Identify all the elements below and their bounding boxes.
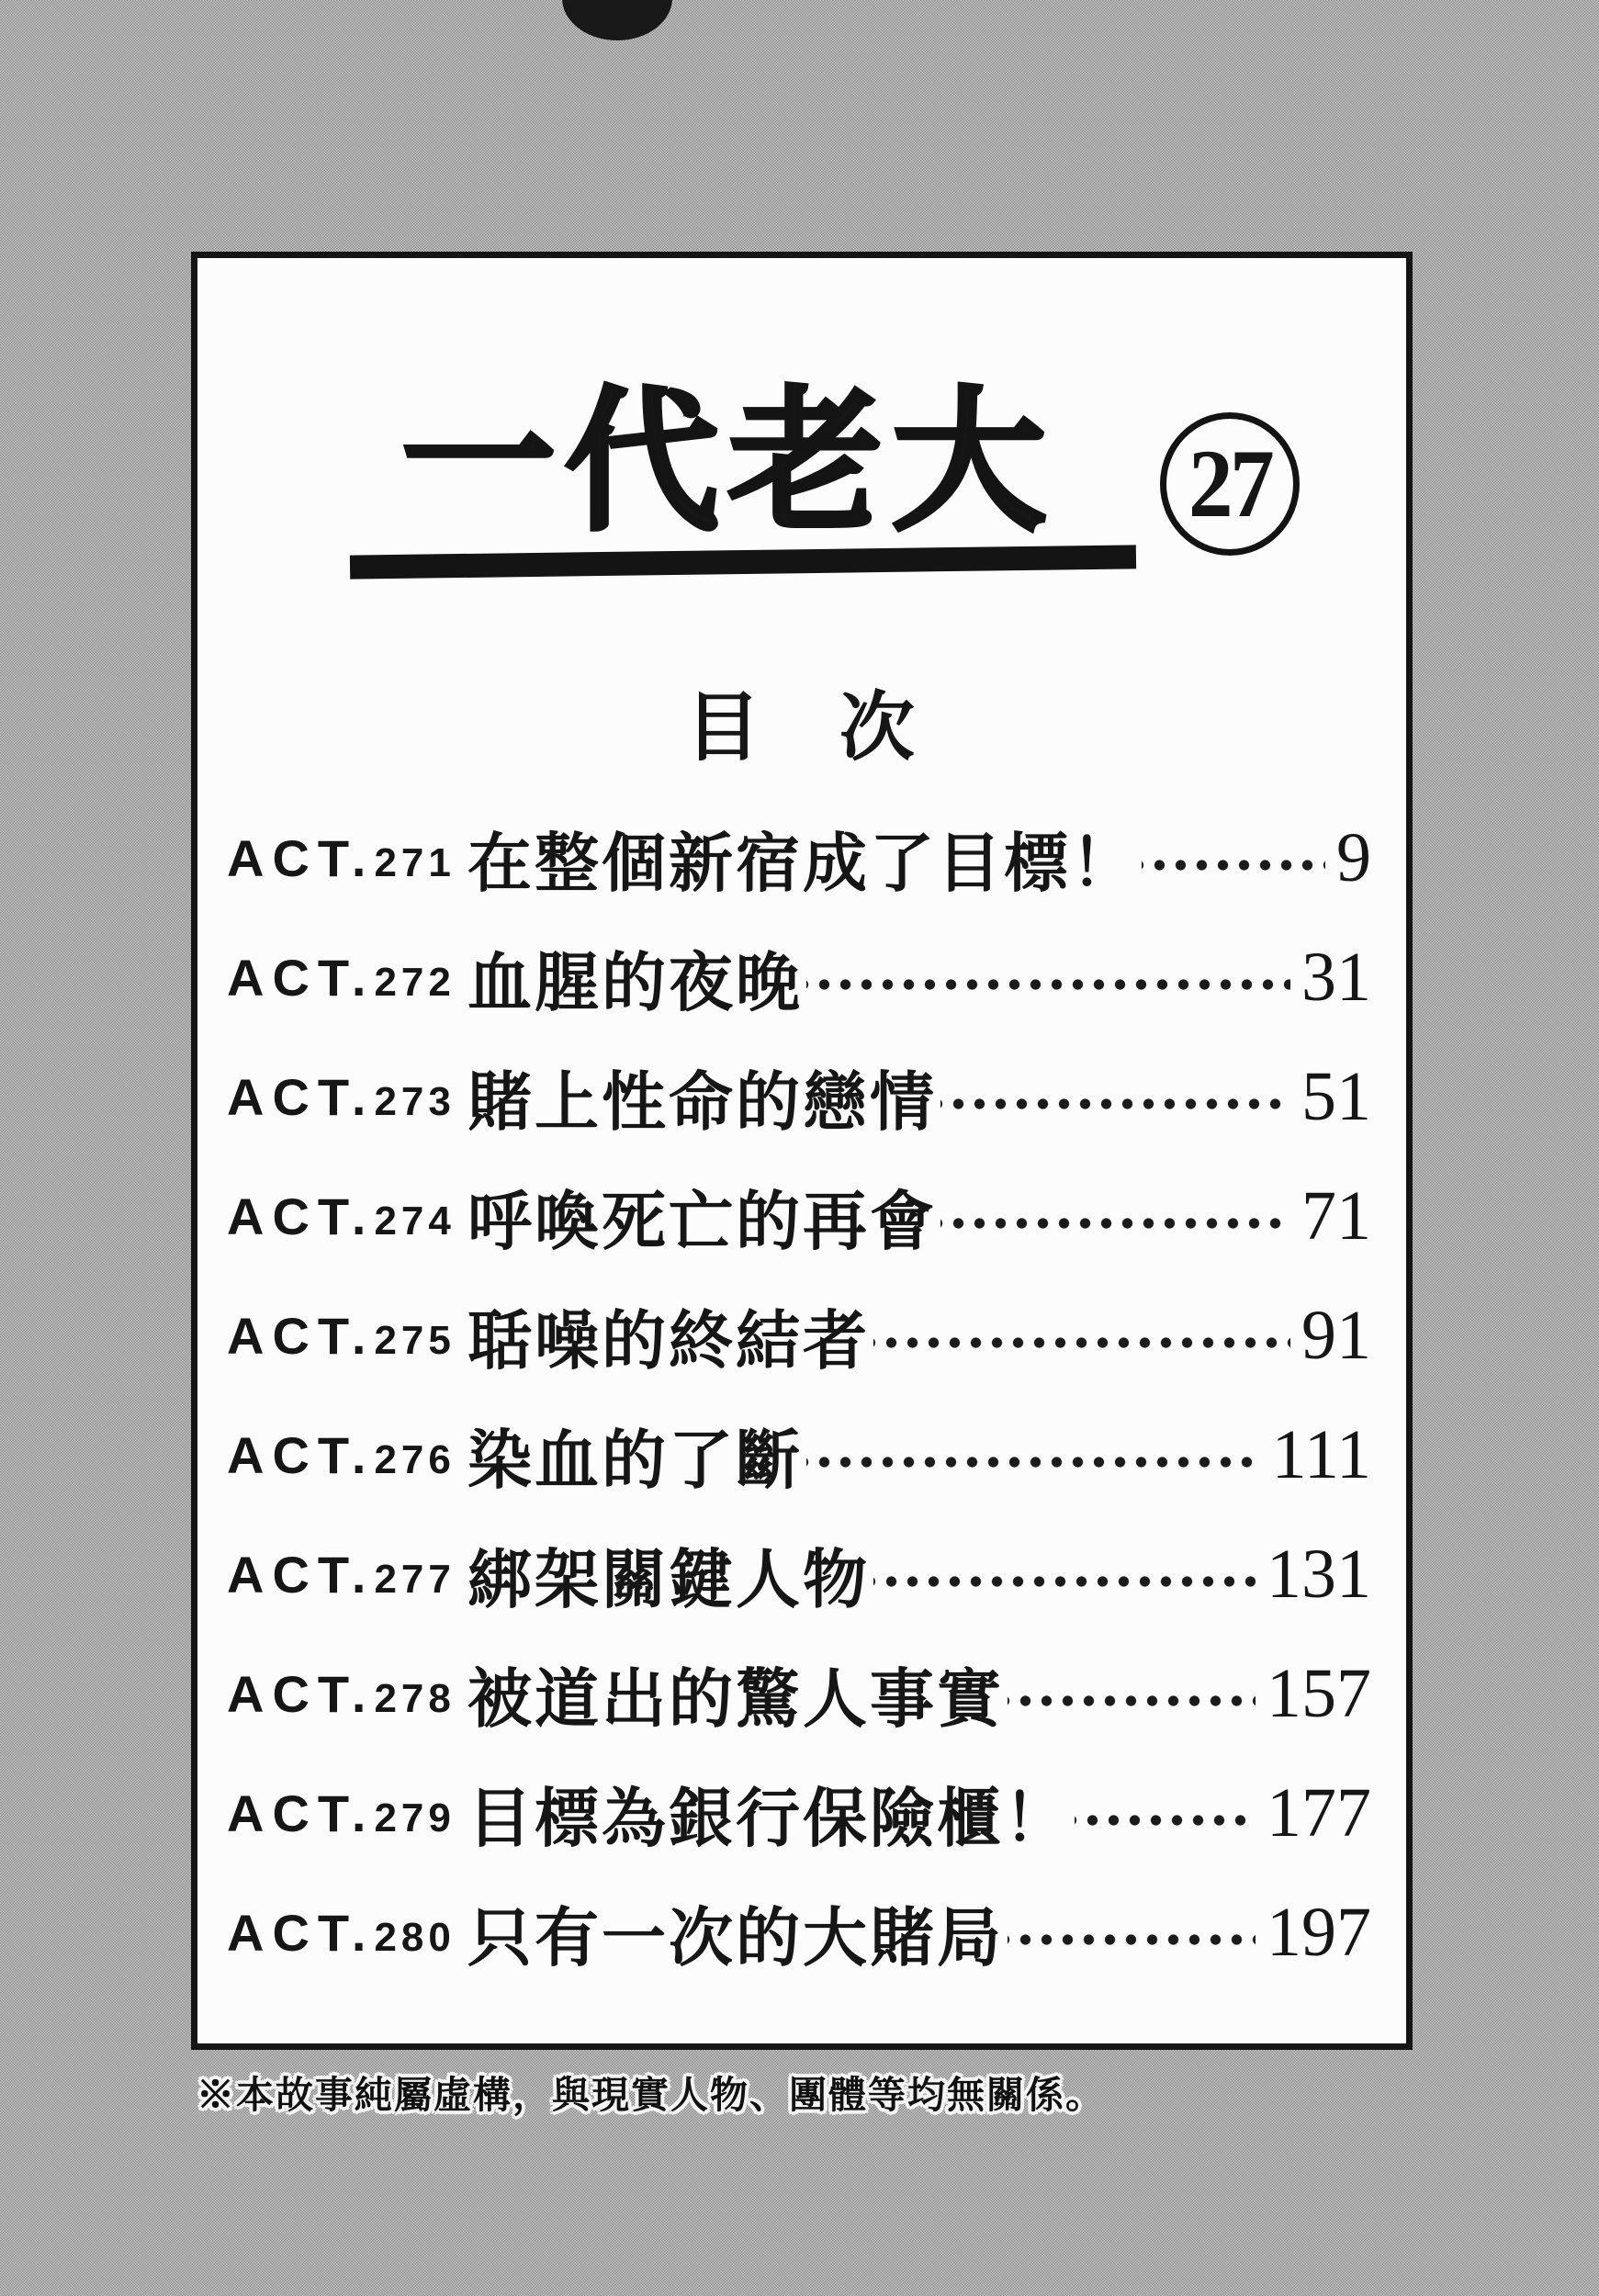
dot-leader (1008, 1908, 1256, 1972)
toc-entry (227, 1037, 1371, 1156)
toc-entry (227, 917, 1371, 1037)
dot-leader (1075, 1788, 1256, 1852)
dot-leader (1142, 833, 1325, 897)
toc-list (227, 798, 1371, 1992)
act-prefix: ACT. (227, 1306, 375, 1365)
toc-panel (191, 252, 1413, 2050)
act-number: 274 (374, 1198, 456, 1244)
act-prefix: ACT. (227, 1425, 375, 1484)
dot-leader (940, 1072, 1290, 1136)
page-number: 111 (1271, 1416, 1371, 1493)
act-prefix: ACT. (227, 1903, 375, 1962)
chapter-title: 呼喚死亡的再會 (467, 1187, 937, 1258)
act-number: 277 (374, 1556, 456, 1602)
chapter-title: 在整個新宿成了目標！ (467, 828, 1138, 900)
act-label (227, 1067, 467, 1127)
chapter-title: 聒噪的終結者 (467, 1306, 870, 1378)
title-row (197, 376, 1406, 548)
title-underline (350, 545, 1136, 579)
act-label (227, 1187, 467, 1246)
page-number: 91 (1301, 1297, 1371, 1374)
act-number: 273 (374, 1078, 456, 1124)
act-number: 280 (374, 1914, 456, 1960)
dot-leader (873, 1549, 1256, 1614)
toc-entry (227, 1873, 1371, 1992)
act-prefix: ACT. (227, 1545, 375, 1604)
act-number: 276 (374, 1436, 456, 1482)
chapter-title: 染血的了斷 (467, 1425, 803, 1497)
volume-number: 27 (1188, 430, 1272, 537)
act-label (227, 1784, 467, 1843)
page-number: 51 (1301, 1058, 1371, 1135)
act-prefix: ACT. (227, 1664, 375, 1723)
act-number: 279 (374, 1795, 456, 1840)
act-prefix: ACT. (227, 948, 375, 1007)
page-number: 197 (1267, 1894, 1371, 1971)
dot-leader (1008, 1669, 1256, 1733)
chapter-title: 賭上性命的戀情 (467, 1067, 937, 1139)
chapter-title: 血腥的夜晚 (467, 948, 803, 1019)
page-number: 71 (1301, 1177, 1371, 1255)
act-number: 272 (374, 959, 456, 1005)
act-prefix: ACT. (227, 1067, 375, 1126)
act-number: 275 (374, 1317, 456, 1363)
act-label (227, 1664, 467, 1724)
act-label (227, 948, 467, 1007)
chapter-title: 被道出的驚人事實 (467, 1664, 1004, 1736)
page-number: 131 (1267, 1536, 1371, 1613)
toc-entry (227, 1395, 1371, 1514)
disclaimer-note: ※本故事純屬虛構，與現實人物、團體等均無關係。 (197, 2074, 1105, 2116)
act-label (227, 828, 467, 888)
book-title: 一代老大 (401, 376, 1055, 548)
toc-entry (227, 1753, 1371, 1873)
dot-leader (940, 1191, 1290, 1255)
act-number: 271 (374, 839, 456, 885)
page-number: 177 (1267, 1774, 1371, 1851)
act-prefix: ACT. (227, 1784, 375, 1842)
act-label (227, 1903, 467, 1963)
toc-entry (227, 798, 1371, 917)
act-prefix: ACT. (227, 828, 375, 887)
dot-leader (873, 1311, 1290, 1375)
toc-entry (227, 1276, 1371, 1395)
chapter-title: 只有一次的大賭局 (467, 1903, 1004, 1975)
act-label (227, 1425, 467, 1485)
chapter-title: 目標為銀行保險櫃！ (467, 1784, 1071, 1855)
page-number: 9 (1336, 819, 1371, 896)
page-number: 31 (1301, 939, 1371, 1016)
act-label (227, 1545, 467, 1604)
dot-leader (806, 1430, 1261, 1494)
toc-entry (227, 1156, 1371, 1276)
volume-badge (1160, 412, 1300, 556)
toc-heading: 目 次 (685, 686, 918, 770)
act-label (227, 1306, 467, 1366)
chapter-title: 綁架關鍵人物 (467, 1545, 870, 1616)
toc-entry (227, 1634, 1371, 1753)
toc-entry (227, 1514, 1371, 1634)
page-number: 157 (1267, 1655, 1371, 1732)
act-prefix: ACT. (227, 1187, 375, 1245)
act-number: 278 (374, 1675, 456, 1721)
scan-artifact-blob (562, 0, 672, 40)
dot-leader (806, 952, 1290, 1017)
